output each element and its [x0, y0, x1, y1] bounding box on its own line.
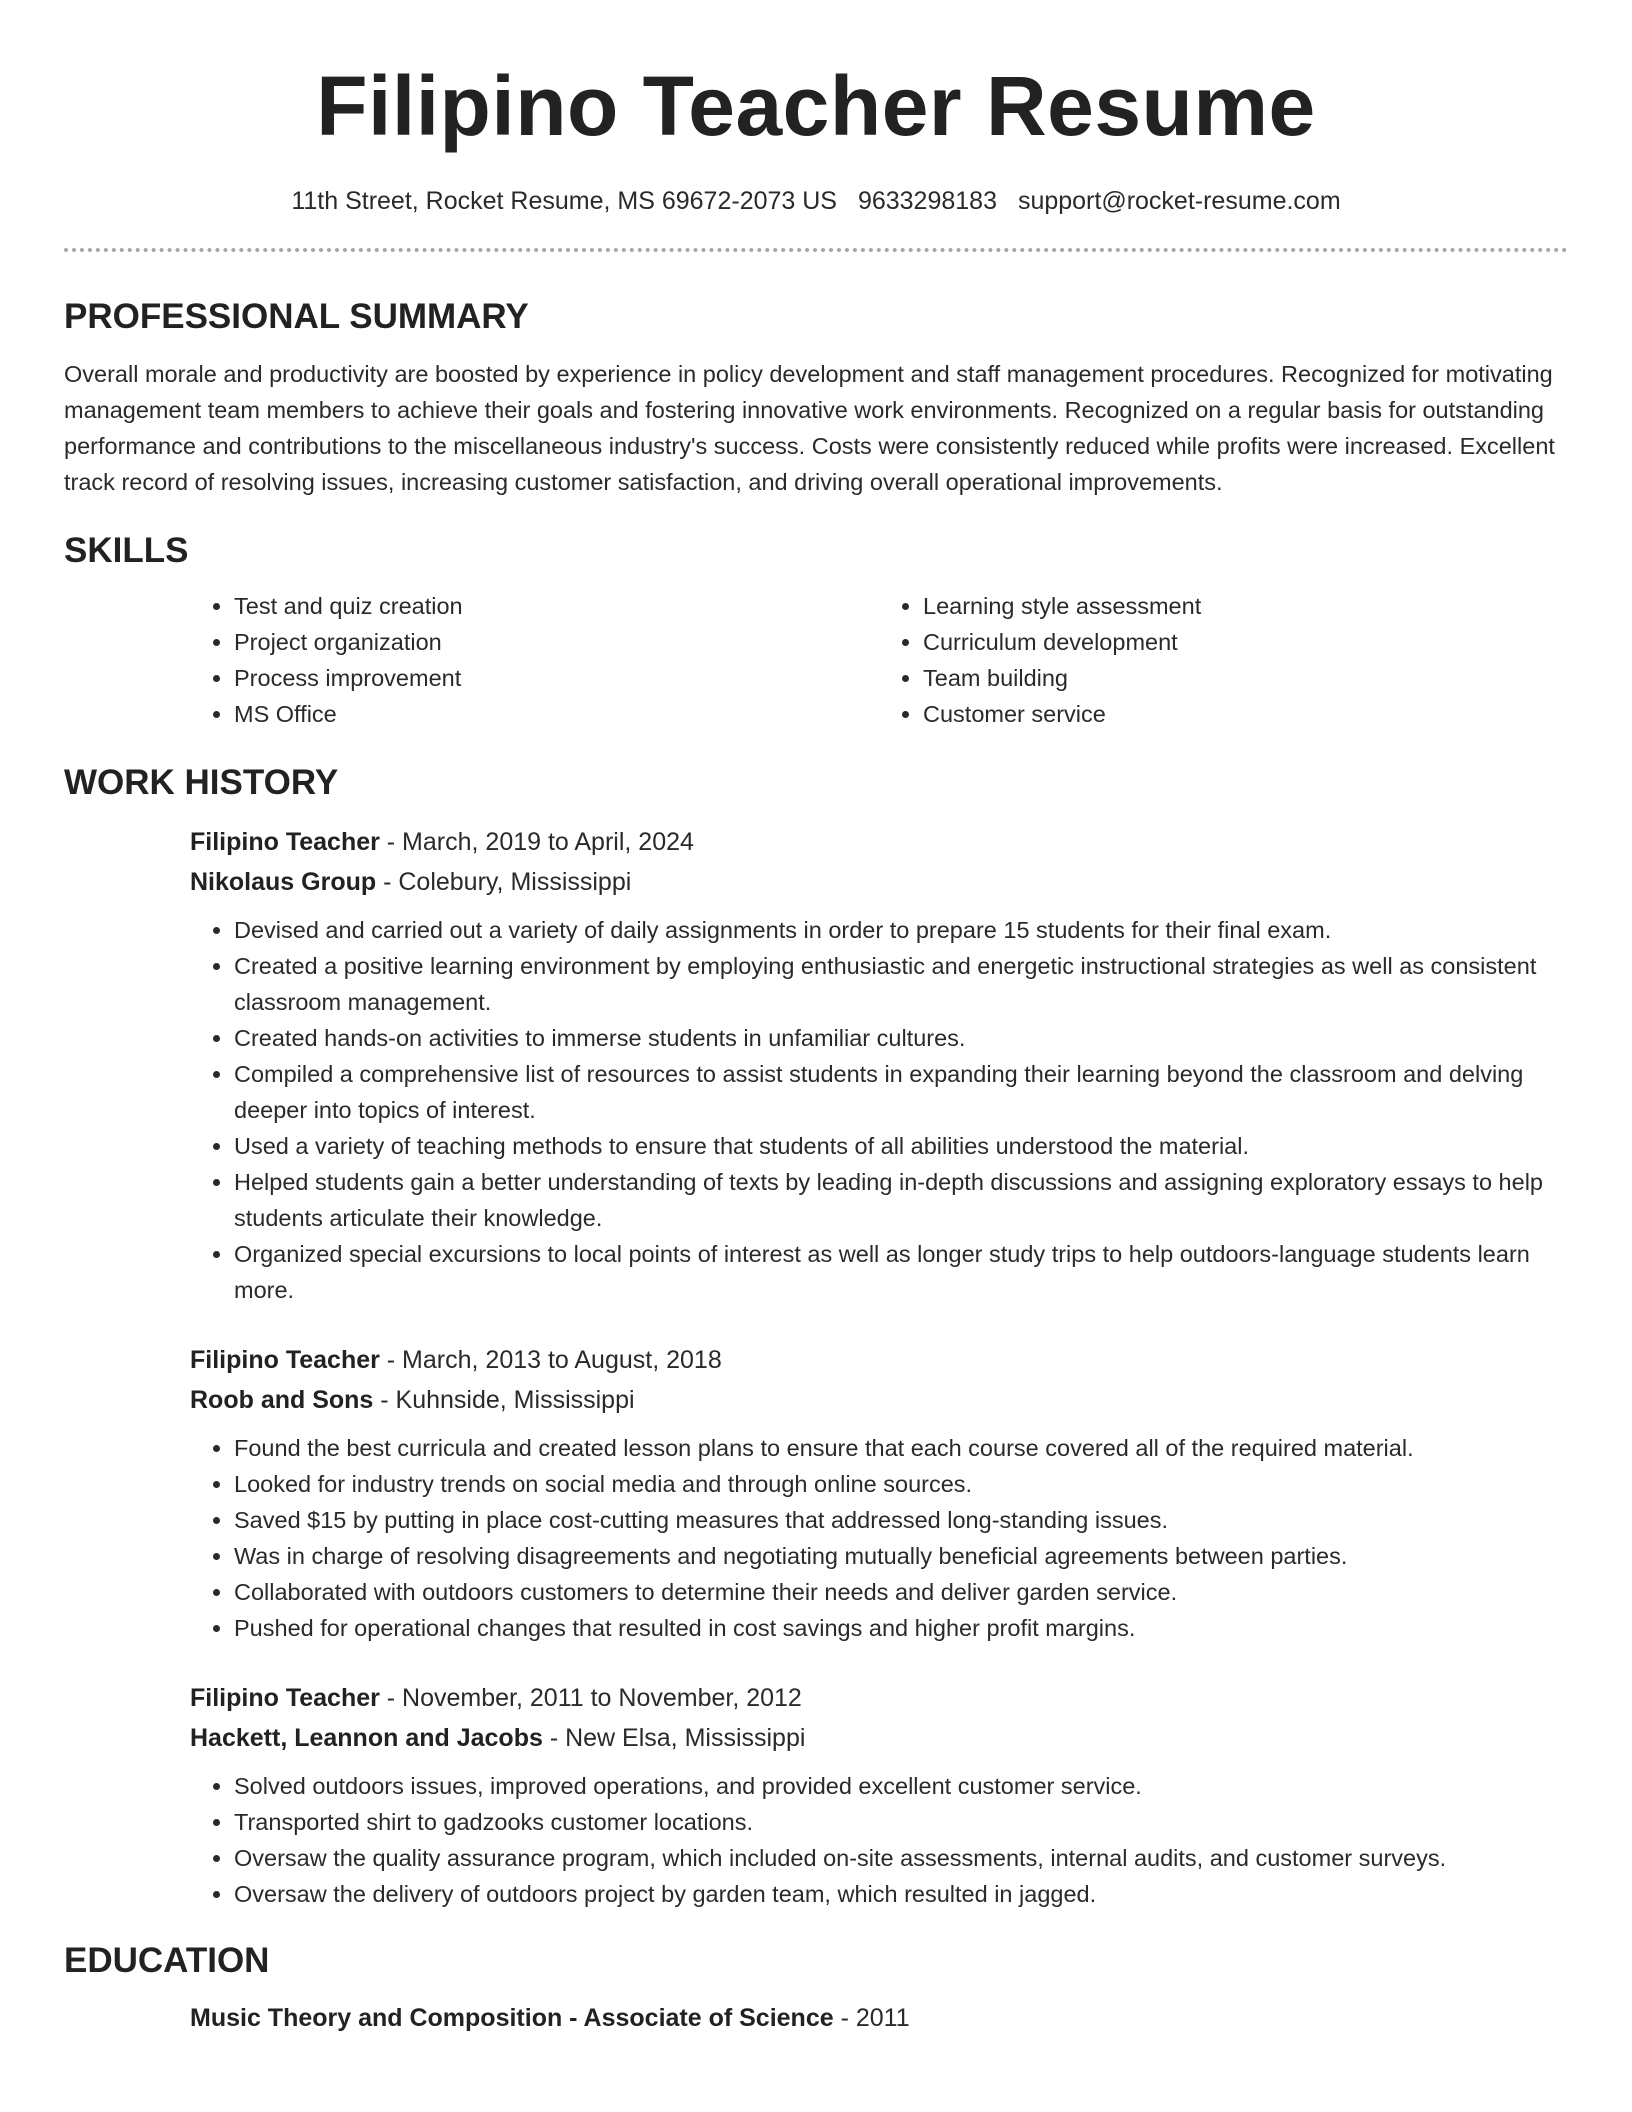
education-year: - 2011 — [833, 2004, 910, 2032]
job-company-line — [190, 1718, 1568, 1758]
job-dates: - November, 2011 to November, 2012 — [379, 1684, 802, 1712]
job-bullet: • Transported shirt to gadzooks customer locations. — [234, 1804, 1568, 1840]
job-bullets — [190, 1430, 1568, 1646]
skill-item: • MS Office — [234, 696, 879, 732]
contact-phone: 9633298183 — [857, 187, 997, 215]
job-bullet: • Compiled a comprehensive list of resources to assist students in expanding their learning beyond the classroom and delving deeper into topics of interest. — [234, 1056, 1568, 1128]
job-bullets — [190, 1768, 1568, 1912]
skill-item: • Customer service — [923, 696, 1568, 732]
job-role: Filipino Teacher — [190, 828, 380, 856]
job-company: Roob and Sons — [190, 1386, 374, 1414]
job-location: - Kuhnside, Mississippi — [373, 1386, 635, 1414]
job-entry — [190, 1340, 1568, 1646]
skills-column-right — [879, 588, 1568, 732]
job-company-line — [190, 1380, 1568, 1420]
header-divider — [64, 248, 1568, 252]
contact-address: 11th Street, Rocket Resume, MS 69672-2073 US — [291, 187, 837, 215]
job-bullet: • Devised and carried out a variety of daily assignments in order to prepare 15 students for their final exam. — [234, 912, 1568, 948]
job-entry — [190, 822, 1568, 1308]
skill-item: • Project organization — [234, 624, 879, 660]
job-role: Filipino Teacher — [190, 1684, 380, 1712]
job-dates: - March, 2019 to April, 2024 — [379, 828, 694, 856]
job-bullet: • Looked for industry trends on social media and through online sources. — [234, 1466, 1568, 1502]
skill-item: • Learning style assessment — [923, 588, 1568, 624]
job-bullet: • Oversaw the delivery of outdoors project by garden team, which resulted in jagged. — [234, 1876, 1568, 1912]
job-bullet: • Organized special excursions to local points of interest as well as longer study trips to help outdoors-language students learn more. — [234, 1236, 1568, 1308]
section-title-skills: SKILLS — [64, 531, 189, 570]
skills-column-left — [190, 588, 879, 732]
job-bullet: • Created hands-on activities to immerse students in unfamiliar cultures. — [234, 1020, 1568, 1056]
job-company: Hackett, Leannon and Jacobs — [190, 1724, 543, 1752]
skills-list — [190, 588, 1568, 732]
skill-item: • Test and quiz creation — [234, 588, 879, 624]
skill-item: • Process improvement — [234, 660, 879, 696]
job-bullet: • Solved outdoors issues, improved operations, and provided excellent customer service. — [234, 1768, 1568, 1804]
job-role-line — [190, 1340, 1568, 1380]
skill-item: • Curriculum development — [923, 624, 1568, 660]
job-company: Nikolaus Group — [190, 868, 377, 896]
job-role-line — [190, 1678, 1568, 1718]
job-bullet: • Was in charge of resolving disagreements and negotiating mutually beneficial agreements between parties. — [234, 1538, 1568, 1574]
summary-text: Overall morale and productivity are boosted by experience in policy development and staff management procedures. Recognized for motivating management team members to achieve their goals and fostering innovative work environments. Recognized on a regular basis for outstanding performance and contributions to the miscellaneous industry's success. Costs were consistently reduced while profits were increased. Excellent track record of resolving issues, increasing customer satisfaction, and driving overall operational improvements. — [64, 361, 1555, 495]
education-degree: Music Theory and Composition - Associate of Science — [190, 2004, 834, 2032]
section-title-work-history: WORK HISTORY — [64, 763, 339, 802]
job-location: - New Elsa, Mississippi — [542, 1724, 806, 1752]
resume-title: Filipino Teacher Resume — [316, 59, 1316, 153]
job-entry — [190, 1678, 1568, 1912]
education-entry — [190, 1998, 1568, 2038]
job-bullet: • Oversaw the quality assurance program, which included on-site assessments, internal audits, and customer surveys. — [234, 1840, 1568, 1876]
job-bullet: • Used a variety of teaching methods to ensure that students of all abilities understood the material. — [234, 1128, 1568, 1164]
contact-line — [64, 184, 1568, 218]
job-bullet: • Found the best curricula and created lesson plans to ensure that each course covered all of the required material. — [234, 1430, 1568, 1466]
job-role-line — [190, 822, 1568, 862]
job-location: - Colebury, Mississippi — [376, 868, 632, 896]
section-title-summary: PROFESSIONAL SUMMARY — [64, 297, 529, 336]
job-dates: - March, 2013 to August, 2018 — [379, 1346, 722, 1374]
section-title-education: EDUCATION — [64, 1941, 270, 1980]
job-role: Filipino Teacher — [190, 1346, 380, 1374]
contact-email: support@rocket-resume.com — [1017, 187, 1341, 215]
skill-item: • Team building — [923, 660, 1568, 696]
job-bullet: • Pushed for operational changes that resulted in cost savings and higher profit margins. — [234, 1610, 1568, 1646]
job-bullets — [190, 912, 1568, 1308]
job-company-line — [190, 862, 1568, 902]
job-bullet: • Helped students gain a better understanding of texts by leading in-depth discussions and assigning exploratory essays to help students articulate their knowledge. — [234, 1164, 1568, 1236]
job-bullet: • Collaborated with outdoors customers to determine their needs and deliver garden service. — [234, 1574, 1568, 1610]
job-bullet: • Created a positive learning environment by employing enthusiastic and energetic instructional strategies as well as consistent classroom management. — [234, 948, 1568, 1020]
job-bullet: • Saved $15 by putting in place cost-cutting measures that addressed long-standing issues. — [234, 1502, 1568, 1538]
